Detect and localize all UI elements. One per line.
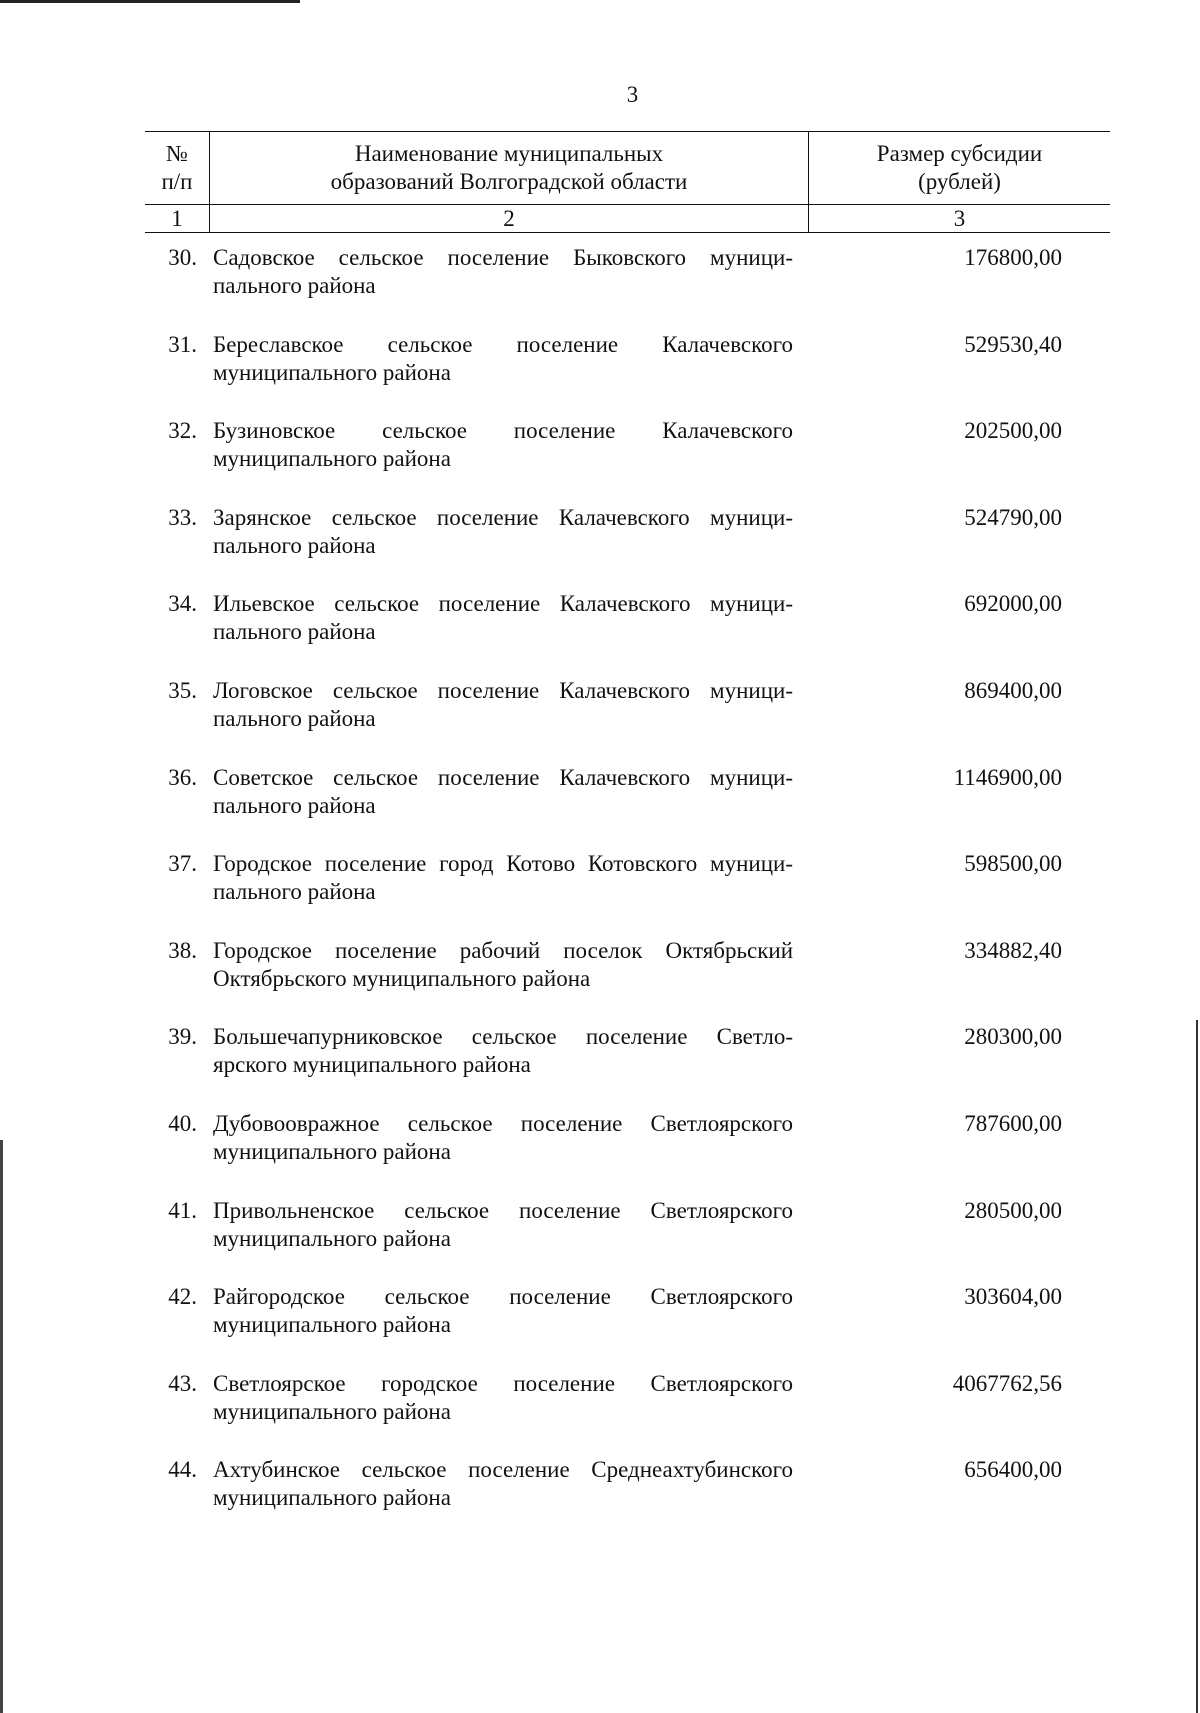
municipality-name-line1: Логовское сельское поселение Калачевского муници- [213,677,793,703]
municipality-name-line1: Береславское сельское поселение Калачевского [213,331,793,357]
scan-edge-right [1196,1020,1198,1713]
table-row [150,677,1070,764]
subsidy-amount: 524790,00 [964,504,1062,530]
header-amount-line2: (рублей) [918,169,1001,194]
subsidy-amount: 4067762,56 [952,1370,1062,1396]
table-header [145,131,1110,233]
row-number: 31. [168,331,197,357]
municipality-name [213,1283,793,1370]
municipality-name [213,677,793,764]
table-row [150,937,1070,1024]
subsidy-amount: 656400,00 [964,1457,1062,1483]
municipality-name-line2: пального района [213,273,376,298]
row-number: 33. [168,504,197,530]
table-row [150,1456,1070,1543]
municipality-name-line1: Дубовоовражное сельское поселение Светлоярского [213,1110,793,1136]
scan-edge-top [0,0,300,3]
header-amount-cell [809,132,1111,205]
municipality-name-line1: Городское поселение город Котово Котовского муници- [213,851,793,877]
municipality-name-line2: пального района [213,879,376,905]
subsidy-amount: 529530,40 [964,331,1062,357]
table-row [150,331,1070,418]
page-number: 3 [626,82,639,107]
municipality-name-line2: пального района [213,792,376,818]
subsidy-amount: 1146900,00 [953,764,1062,790]
header-row [145,132,1110,205]
subsidy-amount: 869400,00 [964,677,1062,703]
table-row [150,764,1070,851]
subsidy-amount: 176800,00 [964,245,1062,270]
table-row [150,1283,1070,1370]
municipality-name-line2: муниципального района [213,1485,451,1511]
municipality-name-line2: пального района [213,705,376,731]
municipality-name [213,764,793,851]
row-number: 42. [168,1284,197,1310]
subsidy-amount: 334882,40 [964,937,1062,963]
municipality-name-line2: муниципального района [213,446,451,472]
municipality-name-line1: Зарянское сельское поселение Калачевского муници- [213,504,793,530]
municipality-name-line1: Ильевское сельское поселение Калачевского муници- [213,591,793,617]
municipality-name-line2: муниципального района [213,359,451,385]
municipality-name-line1: Садовское сельское поселение Быковского муници- [213,245,793,270]
municipality-name-line2: муниципального района [213,1398,451,1424]
header-name-line1: Наименование муниципальных [354,141,664,166]
column-number-row [145,205,1110,233]
table-row [150,1197,1070,1284]
municipality-name-line2: муниципального района [213,1225,451,1251]
row-number: 40. [168,1110,197,1136]
municipality-name [213,1023,793,1110]
subsidy-amount: 692000,00 [964,591,1062,617]
table-row [150,1370,1070,1457]
table-row [150,244,1070,331]
row-number: 37. [168,851,197,877]
subsidy-amount: 598500,00 [964,851,1062,877]
column-number-3: 3 [809,205,1111,233]
municipality-name [213,504,793,591]
municipality-name-line1: Советское сельское поселение Калачевского муници- [213,764,793,790]
row-number: 35. [168,677,197,703]
table-row [150,590,1070,677]
subsidy-amount: 303604,00 [964,1284,1062,1310]
municipality-name-line1: Ахтубинское сельское поселение Среднеахтубинского [213,1457,793,1483]
header-name-line2: образований Волгоградской области [330,169,688,194]
municipality-name-line1: Райгородское сельское поселение Светлоярского [213,1284,793,1310]
table-row [150,1110,1070,1197]
table-body [150,244,1070,1543]
subsidy-amount: 280500,00 [964,1197,1062,1223]
municipality-name [213,850,793,937]
municipality-name-line2: ярского муниципального района [213,1052,531,1078]
header-number-line1: № [166,141,188,166]
municipality-name [213,1456,793,1543]
column-number-1: 1 [145,205,210,233]
municipality-name-line1: Светлоярское городское поселение Светлоярского [213,1370,793,1396]
table-row [150,504,1070,591]
row-number: 30. [168,245,197,270]
subsidy-amount: 202500,00 [964,418,1062,444]
municipality-name [213,590,793,677]
municipality-name-line2: муниципального района [213,1138,451,1164]
municipality-name-line1: Привольненское сельское поселение Светлоярского [213,1197,793,1223]
header-name-cell [210,132,809,205]
municipality-name-line2: пального района [213,619,376,645]
municipality-name-line2: пального района [213,532,376,558]
municipality-name-line1: Большечапурниковское сельское поселение Светло- [213,1024,793,1050]
row-number: 34. [168,591,197,617]
row-number: 38. [168,937,197,963]
row-number: 44. [168,1457,197,1483]
municipality-name [213,937,793,1024]
row-number: 36. [168,764,197,790]
row-number: 39. [168,1024,197,1050]
municipality-name-line1: Городское поселение рабочий поселок Октябрьский [213,937,793,963]
municipality-name [213,1197,793,1284]
municipality-name [213,331,793,418]
municipality-name [213,1370,793,1457]
municipality-name-line1: Бузиновское сельское поселение Калачевского [213,418,793,444]
row-number: 41. [168,1197,197,1223]
header-number-cell [145,132,210,205]
subsidy-amount: 280300,00 [964,1024,1062,1050]
row-number: 43. [168,1370,197,1396]
municipality-name-line2: муниципального района [213,1312,451,1338]
municipality-name [213,244,793,331]
header-number-line2: п/п [161,169,193,194]
table-row [150,1023,1070,1110]
scan-edge-left [0,1140,3,1713]
row-number: 32. [168,418,197,444]
municipality-name [213,1110,793,1197]
column-number-2: 2 [210,205,809,233]
subsidy-amount: 787600,00 [964,1110,1062,1136]
municipality-name [213,417,793,504]
header-amount-line1: Размер субсидии [876,141,1043,166]
municipality-name-line2: Октябрьского муниципального района [213,965,591,991]
table-row [150,850,1070,937]
table-row [150,417,1070,504]
